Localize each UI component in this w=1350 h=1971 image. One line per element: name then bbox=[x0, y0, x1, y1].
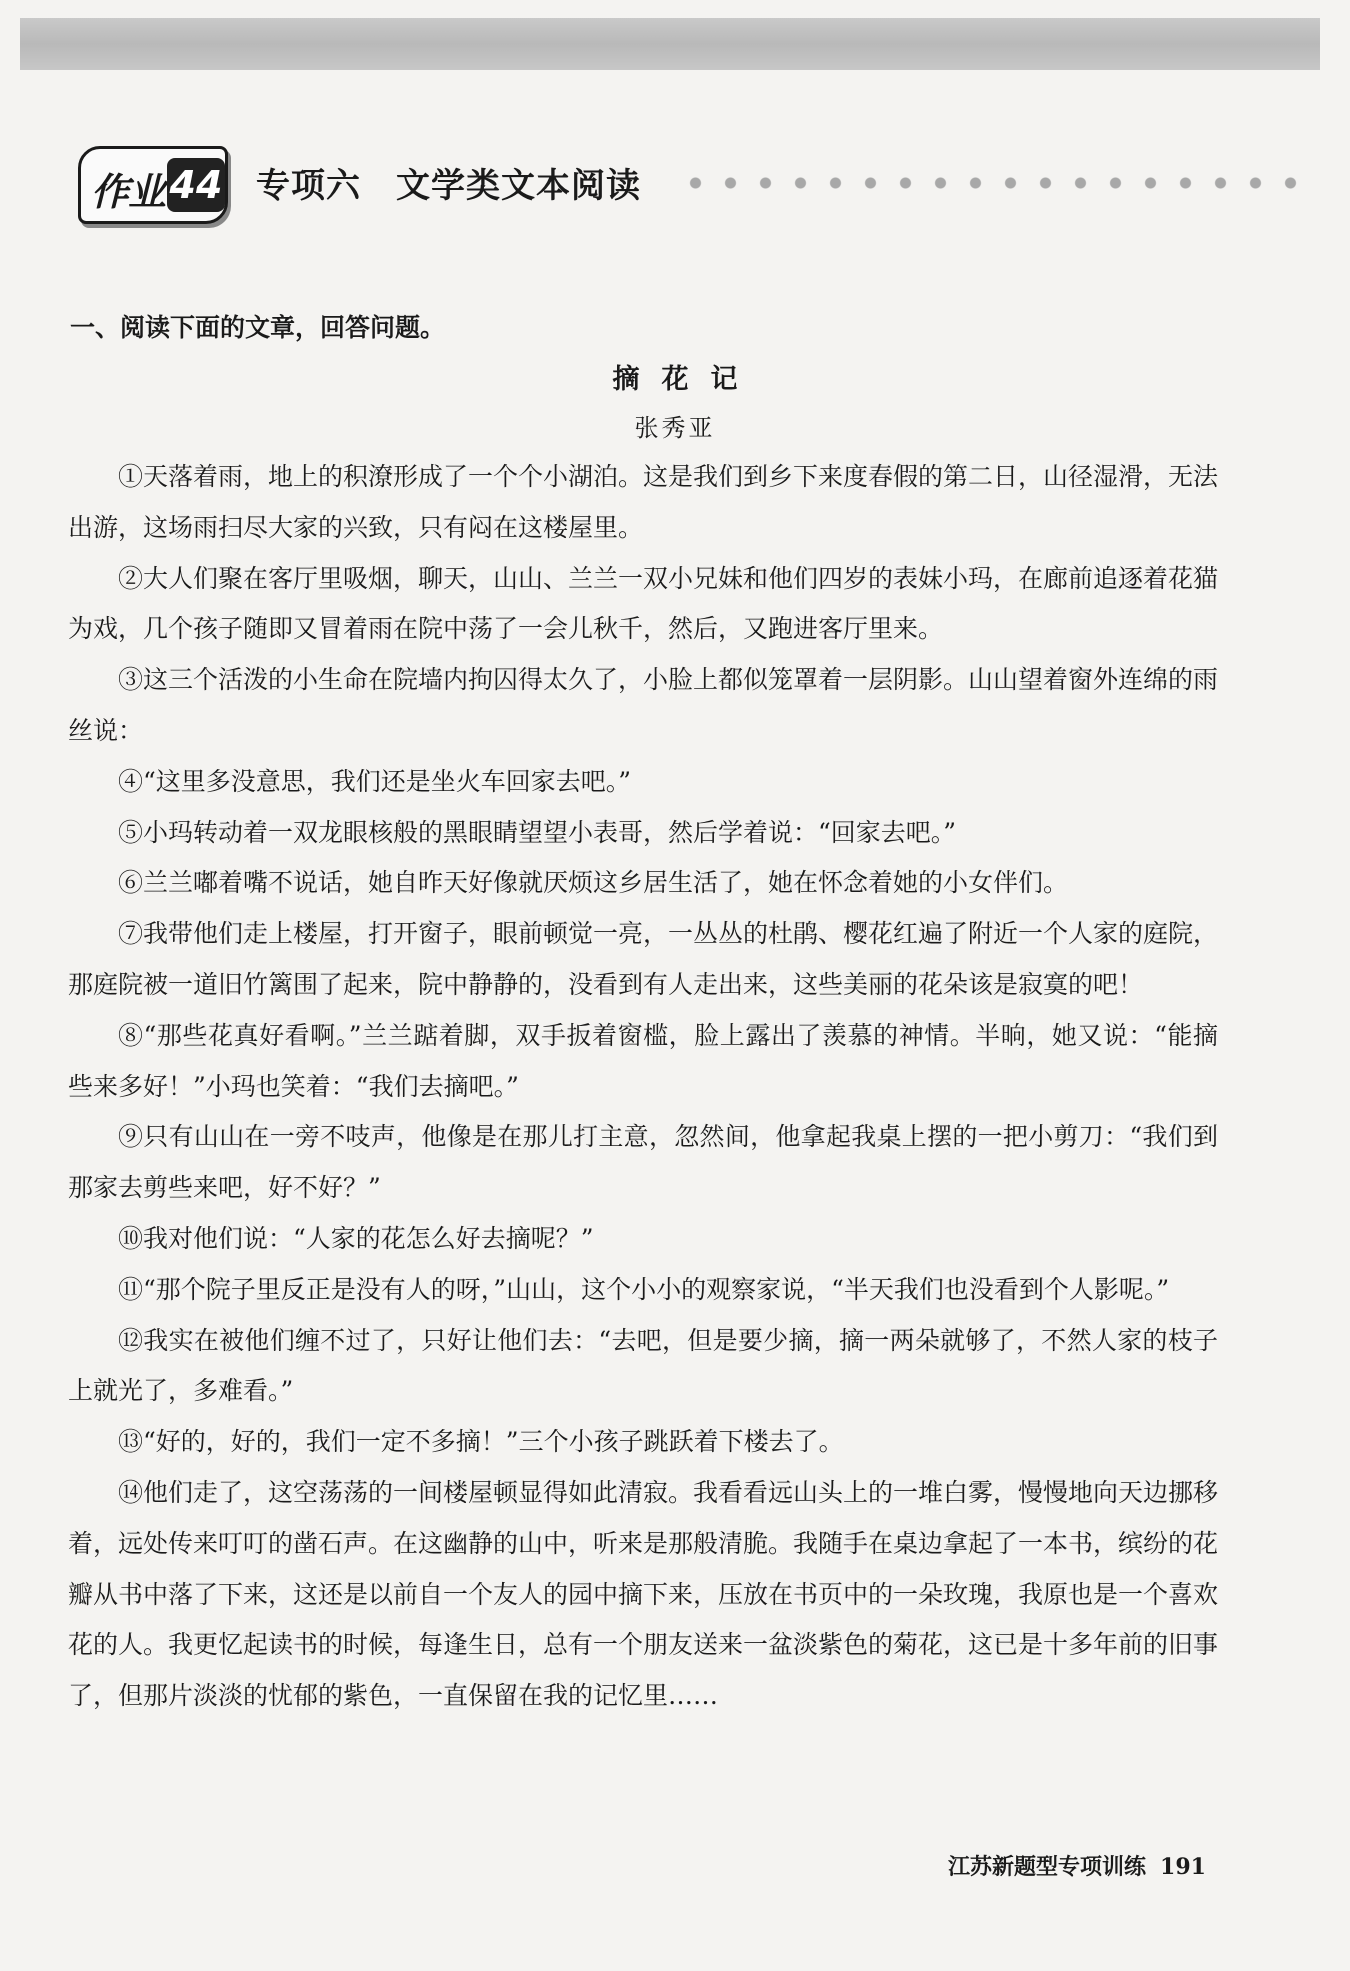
paragraph: ⑩我对他们说：“人家的花怎么好去摘呢？” bbox=[118, 1223, 594, 1253]
book-title: 江苏新题型专项训练 bbox=[948, 1855, 1147, 1880]
top-scan-band bbox=[20, 18, 1320, 70]
paragraph: ⑪“那个院子里反正是没有人的呀，”山山，这个小小的观察家说，“半天我们也没看到个人影呢。” bbox=[118, 1274, 1170, 1304]
paragraph: ⑤小玛转动着一双龙眼核般的黑眼睛望望小表哥，然后学着说：“回家去吧。” bbox=[118, 817, 957, 847]
page-footer bbox=[948, 1850, 1206, 1881]
paragraph: ①天落着雨，地上的积潦形成了一个个小湖泊。这是我们到乡下来度春假的第二日，山径湿滑，无法出游，这场雨扫尽大家的兴致，只有闷在这楼屋里。 bbox=[68, 462, 1219, 542]
paragraph: ⑥兰兰嘟着嘴不说话，她自昨天好像就厌烦这乡居生活了，她在怀念着她的小女伴们。 bbox=[118, 868, 1069, 898]
paragraph: ⑨只有山山在一旁不吱声，他像是在那儿打主意，忽然间，他拿起我桌上摆的一把小剪刀：“我们到那家去剪些来吧，好不好？” bbox=[68, 1122, 1218, 1203]
assignment-header bbox=[78, 146, 1328, 226]
page-number: 191 bbox=[1160, 1854, 1206, 1880]
article-body bbox=[68, 452, 1218, 1722]
paragraph: ⑦我带他们走上楼屋，打开窗子，眼前顿觉一亮，一丛丛的杜鹃、樱花红遍了附近一个人家的庭院，那庭院被一道旧竹篱围了起来，院中静静的，没看到有人走出来，这些美丽的花朵该是寂寞的吧！ bbox=[68, 919, 1219, 999]
paragraph: ⑬“好的，好的，我们一定不多摘！”三个小孩子跳跃着下楼去了。 bbox=[118, 1427, 844, 1457]
paragraph: ③这三个活泼的小生命在院墙内拘囚得太久了，小脸上都似笼罩着一层阴影。山山望着窗外连绵的雨丝说： bbox=[68, 665, 1219, 745]
paragraph: ⑫我实在被他们缠不过了，只好让他们去：“去吧，但是要少摘，摘一两朵就够了，不然人家的枝子上就光了，多难看。” bbox=[68, 1325, 1218, 1406]
paragraph: ②大人们聚在客厅里吸烟，聊天，山山、兰兰一双小兄妹和他们四岁的表妹小玛，在廊前追逐着花猫为戏，几个孩子随即又冒着雨在院中荡了一会儿秋千，然后，又跑进客厅里来。 bbox=[68, 563, 1219, 644]
paragraph: ⑧“那些花真好看啊。”兰兰踮着脚，双手扳着窗槛，脸上露出了羡慕的神情。半晌，她又说：“能摘些来多好！”小玛也笑着：“我们去摘吧。” bbox=[68, 1020, 1218, 1101]
article-author: 张秀亚 bbox=[634, 414, 716, 442]
article-title: 摘花记 bbox=[612, 364, 760, 395]
paragraph: ④“这里多没意思，我们还是坐火车回家去吧。” bbox=[118, 766, 632, 796]
badge-label: 作业 bbox=[91, 170, 166, 214]
assignment-badge bbox=[78, 146, 228, 224]
section-title: 专项六 文学类文本阅读 bbox=[256, 166, 641, 206]
badge-number: 44 bbox=[167, 158, 225, 212]
paragraph: ⑭他们走了，这空荡荡的一间楼屋顿显得如此清寂。我看看远山头上的一堆白雾，慢慢地向天边挪移着，远处传来叮叮的凿石声。在这幽静的山中，听来是那般清脆。我随手在桌边拿起了一本书，缤纷的花瓣从书中落了下来，这还是以前自一个友人的园中摘下来，压放在书页中的一朵玫瑰，我原也是一个喜欢花的人。我更忆起读书的时候，每逢生日，总有一个朋友送来一盆淡紫色的菊花，这已是十多年前的旧事了，但那片淡淡的忧郁的紫色，一直保留在我的记忆里…… bbox=[68, 1477, 1219, 1711]
question-prompt: 一、阅读下面的文章，回答问题。 bbox=[70, 313, 446, 342]
dotted-divider bbox=[678, 176, 1318, 190]
